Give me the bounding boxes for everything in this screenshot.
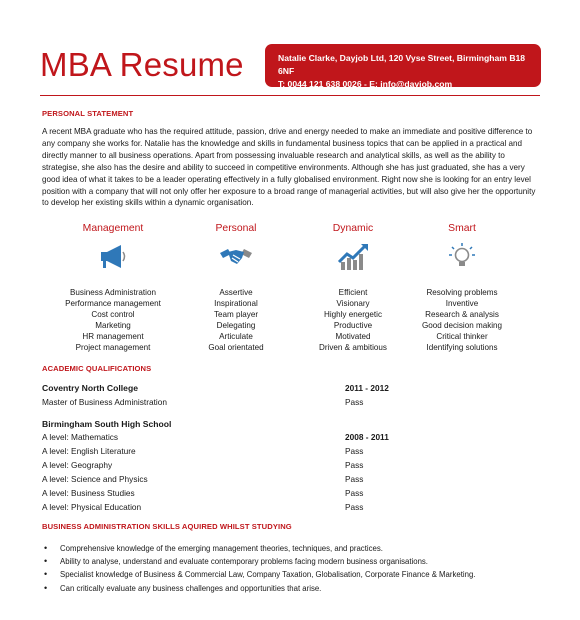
personal-statement-text: A recent MBA graduate who has the required attitude, passion, drive and energy needed to make an immediate and positive difference to any company she works for. Natalie has the knowledge and skills in fundamental business topics that can be applied in a practical and directly manner to all business operations. Apart from possessing invaluable research and analytical skills, as well as the ability to strategise, she also has the desire and ability to succeed in competitive environments. Although she has just graduated, she has a very good idea of what it takes to be a leader operating effectively in a fully globalised environment. Right now she is looking for an entry level position with a company that will not only offer her exposure to a broad range of managerial activities, but will also give her the opportunity to develop her existing skills within a dynamic organisation.	[42, 127, 536, 208]
qualification-result: Pass	[345, 474, 364, 484]
skill-item: Inventive	[445, 299, 479, 308]
handshake-icon	[218, 242, 254, 272]
skill-item: Team player	[213, 310, 259, 319]
qualification-subject: A level: Business Studies	[42, 488, 135, 498]
skill-item: Goal orientated	[208, 343, 264, 352]
contact-phone-email: T: 0044 121 638 0026 - E: info@dayjob.com	[278, 79, 453, 89]
institution-name: Birmingham South High School	[42, 419, 172, 429]
personal-statement-heading: PERSONAL STATEMENT	[42, 109, 134, 118]
list-item-text: Comprehensive knowledge of the emerging management theories, techniques, and practices.	[60, 544, 383, 553]
list-item	[42, 555, 542, 568]
qualification-result: Pass	[345, 446, 364, 456]
skill-item: Marketing	[95, 321, 131, 330]
list-item-text: Specialist knowledge of Business & Commercial Law, Company Taxation, Globalisation, Corporate Finance & Marketing.	[60, 570, 476, 580]
business-skills-heading: BUSINESS ADMINISTRATION SKILLS AQUIRED WHILST STUDYING	[42, 522, 292, 531]
skill-item: Delegating	[216, 321, 256, 330]
contact-box	[265, 44, 541, 87]
lightbulb-icon	[444, 242, 480, 272]
institution-years: 2008 - 2011	[345, 432, 389, 442]
skill-item: Critical thinker	[436, 332, 488, 341]
skill-column-management	[43, 222, 183, 353]
skill-item: Driven & ambitious	[319, 343, 387, 352]
list-item	[42, 582, 542, 595]
bullet-icon: •	[44, 582, 48, 593]
skill-item: Identifying solutions	[426, 343, 498, 352]
header-divider	[40, 95, 540, 96]
skill-item: Efficient	[338, 288, 368, 297]
skill-column-smart	[392, 222, 532, 353]
bullet-icon: •	[44, 543, 48, 553]
page-title: MBA Resume	[40, 46, 244, 83]
list-item	[42, 568, 542, 581]
skill-item: Visionary	[336, 299, 370, 308]
skill-item: Business Administration	[70, 288, 156, 297]
qualification-subject: Master of Business Administration	[42, 397, 167, 407]
skill-item: HR management	[82, 332, 144, 341]
skill-heading: Personal	[215, 223, 257, 234]
institution-name: Coventry North College	[42, 383, 138, 393]
qualification-subject: A level: English Literature	[42, 446, 136, 456]
qualification-subject: A level: Geography	[42, 460, 113, 470]
contact-address: Natalie Clarke, Dayjob Ltd, 120 Vyse Street, Birmingham B18 6NF	[278, 53, 526, 76]
skill-item: Resolving problems	[426, 288, 498, 297]
skill-item: Highly energetic	[323, 310, 383, 319]
qualification-result: Pass	[345, 502, 364, 512]
skill-item: Articulate	[219, 332, 253, 341]
academic-heading: ACADEMIC QUALIFICATIONS	[42, 364, 152, 373]
skill-item: Research & analysis	[425, 310, 499, 319]
skill-item: Assertive	[219, 288, 253, 297]
bullet-icon: •	[44, 569, 48, 580]
list-item-text: Can critically evaluate any business challenges and opportunities that arise.	[60, 583, 322, 593]
skill-heading: Dynamic	[332, 223, 374, 234]
skill-item: Productive	[333, 321, 373, 330]
institution-years: 2011 - 2012	[345, 383, 389, 393]
qualification-subject: A level: Physical Education	[42, 502, 142, 512]
skill-item: Good decision making	[421, 321, 503, 330]
qualification-result: Pass	[345, 397, 364, 407]
qualification-subject: A level: Science and Physics	[42, 474, 148, 484]
list-item-text: Ability to analyse, understand and evaluate contemporary problems facing modern business organisations.	[60, 557, 428, 567]
qualification-result: Pass	[345, 460, 364, 470]
chart-arrow-icon	[335, 242, 371, 272]
business-skills-list	[42, 542, 542, 595]
skill-heading: Smart	[448, 223, 476, 234]
skill-item: Cost control	[91, 310, 135, 319]
list-item	[42, 542, 542, 555]
skill-item: Inspirational	[214, 299, 258, 308]
megaphone-icon	[95, 242, 131, 272]
skill-heading: Management	[82, 223, 144, 234]
skill-item: Project management	[75, 343, 151, 352]
qualification-subject: A level: Mathematics	[42, 432, 119, 442]
qualification-result: Pass	[345, 488, 364, 498]
bullet-icon: •	[44, 556, 48, 567]
skill-item: Motivated	[335, 332, 371, 341]
skill-item: Performance management	[65, 299, 161, 308]
